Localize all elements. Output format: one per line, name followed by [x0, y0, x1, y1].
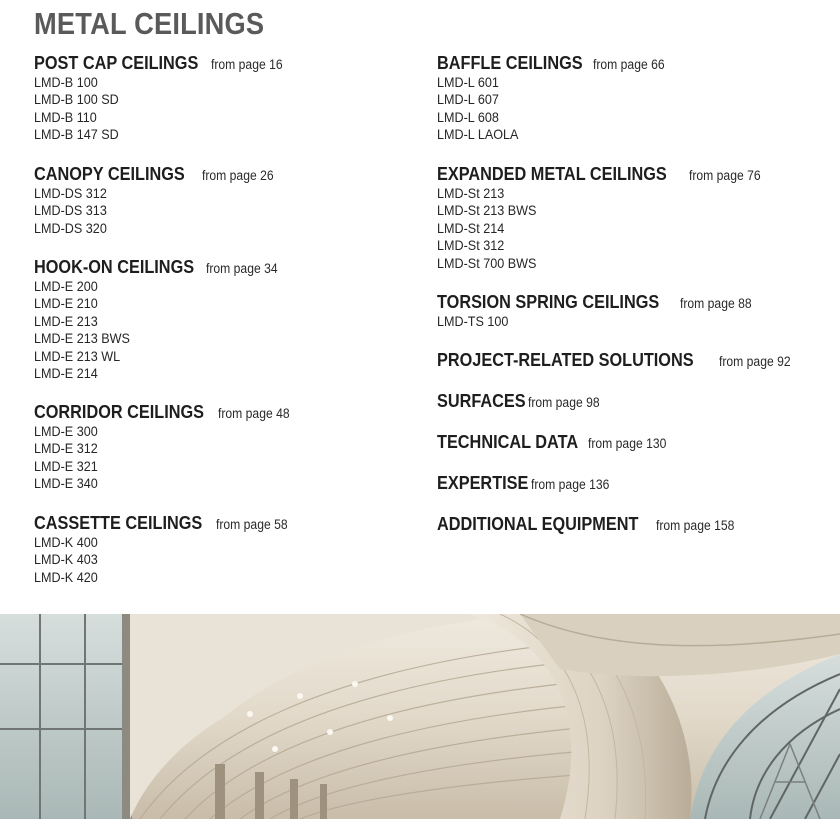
list-item: LMD-St 214 [437, 219, 505, 236]
product-list [437, 185, 768, 272]
section-canopy-ceilings [34, 163, 281, 237]
list-item: LMD-St 213 BWS [437, 202, 537, 219]
section-heading [34, 163, 281, 185]
list-item: LMD-TS 100 [437, 313, 509, 329]
section-baffle-ceilings [437, 52, 673, 144]
product-list [34, 185, 281, 237]
product-list [34, 534, 295, 586]
section-hook-on-ceilings [34, 256, 286, 382]
list-item: LMD-B 110 [34, 108, 97, 125]
list-item: LMD-E 200 [34, 278, 98, 294]
product-list [437, 74, 673, 144]
list-item: LMD-K 400 [34, 534, 98, 550]
section-page-ref: from page 76 [688, 168, 761, 183]
section-heading [437, 472, 618, 494]
section-page-ref: from page 58 [215, 517, 288, 532]
list-item: LMD-L 601 [437, 74, 499, 90]
section-heading [437, 163, 768, 185]
list-item: LMD-E 213 WL [34, 347, 121, 364]
section-heading [34, 401, 297, 423]
section-title: EXPERTISE [437, 472, 529, 493]
section-title: SURFACES [437, 390, 526, 411]
section-corridor-ceilings [34, 401, 297, 493]
list-item: LMD-L 608 [437, 108, 499, 125]
section-project-related-solutions [437, 349, 799, 371]
section-title: PROJECT-RELATED SOLUTIONS [437, 349, 694, 370]
list-item: LMD-E 213 [34, 312, 98, 329]
list-item: LMD-DS 320 [34, 219, 107, 236]
section-page-ref: from page 66 [592, 57, 665, 72]
section-heading [437, 349, 799, 371]
list-item: LMD-L LAOLA [437, 126, 519, 143]
section-page-ref: from page 98 [528, 395, 600, 410]
list-item: LMD-E 321 [34, 457, 98, 474]
section-heading [34, 256, 286, 278]
section-title: CANOPY CEILINGS [34, 163, 185, 184]
list-item: LMD-St 213 [437, 185, 505, 201]
section-page-ref: from page 88 [679, 296, 752, 311]
list-item: LMD-DS 313 [34, 202, 107, 219]
section-page-ref: from page 158 [656, 518, 735, 533]
list-item: LMD-E 340 [34, 475, 98, 492]
section-heading [437, 431, 675, 453]
section-post-cap-ceilings [34, 52, 291, 144]
section-heading [437, 52, 673, 74]
section-heading [34, 52, 291, 74]
list-item: LMD-St 312 [437, 237, 505, 254]
section-title: EXPANDED METAL CEILINGS [437, 163, 667, 184]
section-title: HOOK-ON CEILINGS [34, 256, 195, 277]
list-item: LMD-K 420 [34, 568, 98, 585]
list-item: LMD-K 403 [34, 551, 98, 568]
section-title: TECHNICAL DATA [437, 431, 579, 452]
list-item: LMD-B 100 [34, 74, 98, 90]
section-page-ref: from page 136 [531, 477, 610, 492]
section-title: CORRIDOR CEILINGS [34, 401, 205, 422]
product-list [437, 313, 760, 330]
section-heading [437, 390, 608, 412]
ceiling-photo-icon [0, 614, 840, 819]
section-page-ref: from page 92 [719, 354, 791, 369]
list-item: LMD-E 312 [34, 440, 98, 457]
page-title: METAL CEILINGS [34, 6, 265, 41]
product-list [34, 74, 291, 144]
product-list [34, 423, 297, 493]
list-item: LMD-L 607 [437, 91, 499, 108]
section-page-ref: from page 16 [211, 57, 283, 72]
section-heading [437, 513, 743, 535]
product-list [34, 278, 286, 382]
list-item: LMD-E 213 BWS [34, 330, 130, 347]
section-title: ADDITIONAL EQUIPMENT [437, 513, 639, 534]
section-title: POST CAP CEILINGS [34, 52, 199, 73]
section-page-ref: from page 34 [206, 261, 278, 276]
list-item: LMD-DS 312 [34, 185, 107, 201]
list-item: LMD-St 700 BWS [437, 254, 537, 271]
section-cassette-ceilings [34, 512, 295, 586]
list-item: LMD-E 214 [34, 364, 98, 381]
section-title: CASSETTE CEILINGS [34, 512, 203, 533]
section-heading [34, 512, 295, 534]
section-title: TORSION SPRING CEILINGS [437, 291, 660, 312]
list-item: LMD-E 210 [34, 295, 98, 312]
section-technical-data [437, 431, 675, 453]
section-heading [437, 291, 760, 313]
list-item: LMD-B 147 SD [34, 126, 119, 143]
section-page-ref: from page 48 [217, 406, 290, 421]
section-title: BAFFLE CEILINGS [437, 52, 583, 73]
section-expertise [437, 472, 618, 494]
section-torsion-spring-ceilings [437, 291, 760, 330]
section-additional-equipment [437, 513, 743, 535]
list-item: LMD-B 100 SD [34, 91, 119, 108]
section-page-ref: from page 26 [201, 168, 274, 183]
list-item: LMD-E 300 [34, 423, 98, 439]
section-page-ref: from page 130 [587, 436, 667, 451]
section-surfaces [437, 390, 608, 412]
section-expanded-metal-ceilings [437, 163, 768, 272]
